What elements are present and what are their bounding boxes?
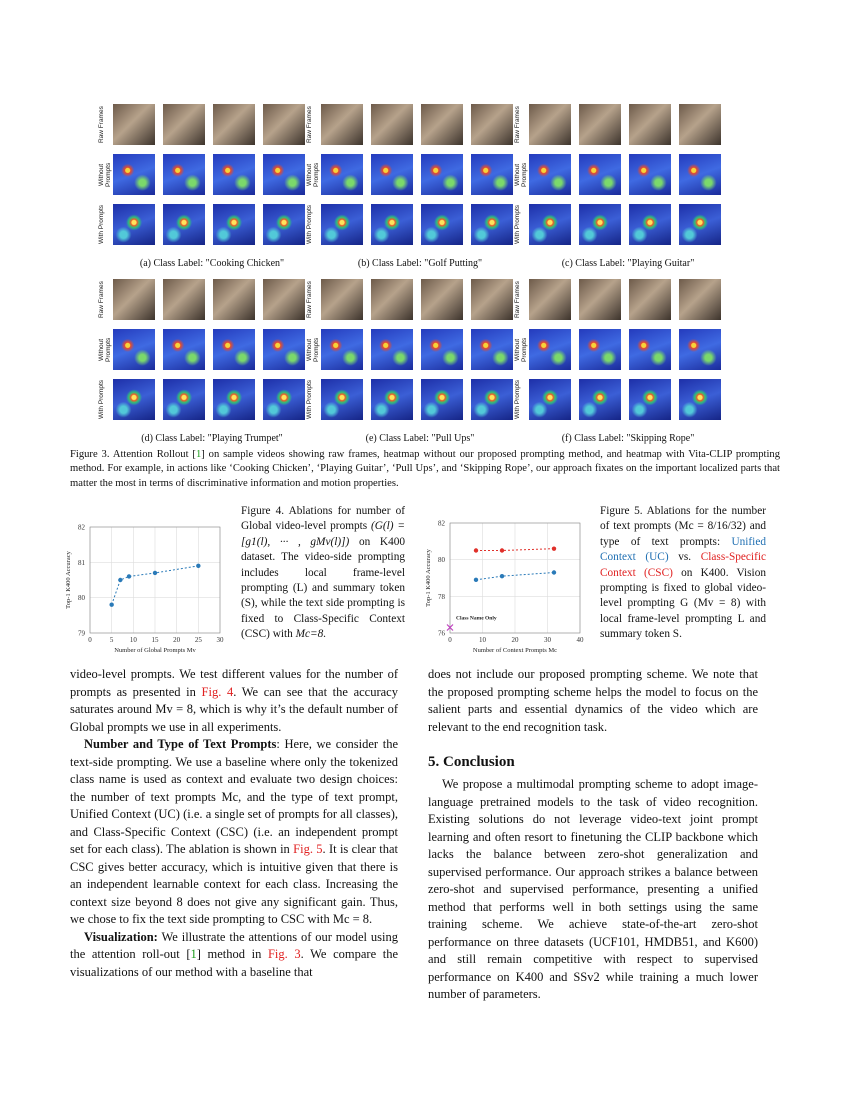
section-title: 5. Conclusion [428,754,515,770]
heatmap-image [628,203,672,246]
heatmap-image [678,203,722,246]
raw-frame-image [528,103,572,146]
x-tick-label: 15 [151,636,159,644]
heatmap-image [212,378,256,421]
y-axis-label: Top-1 K400 Accuracy [65,551,72,609]
figure-3-panel [514,278,758,453]
row-label: Without Prompts [306,162,320,187]
text: We illustrate the attentions of our model using the attention roll-out [ [70,929,398,961]
y-tick-label: 82 [438,519,445,528]
heatmap-image [528,153,572,196]
paragraph: does not include our proposed prompting scheme. We note that the proposed prompting scheme helps the model to focus on the salient parts and essential dynamics of the video which are relevant to the end recognition task. [428,667,758,734]
heatmap-image [370,378,414,421]
paragraph [70,666,398,736]
row-label: With Prompts [306,380,313,420]
heatmap-image [162,203,206,246]
raw-frame-image [470,278,514,321]
legend-csc: Class-Specific Context (CSC) [600,551,766,579]
data-point [127,574,131,578]
data-point [474,548,478,552]
heatmap-image [370,153,414,196]
row-label: With Prompts [514,205,521,245]
heatmap-image [470,153,514,196]
row-label: Without Prompts [514,337,528,362]
heatmap-image [212,153,256,196]
heatmap-image [578,203,622,246]
y-tick-label: 82 [78,523,85,532]
heatmap-image [628,328,672,371]
heatmap-image [420,153,464,196]
heatmap-image [470,378,514,421]
heatmap-image [420,203,464,246]
y-tick-label: 81 [78,558,85,567]
data-point [552,570,556,574]
raw-frame-image [678,103,722,146]
x-axis-label: Number of Context Prompts Mc [472,647,558,654]
row-label: Raw Frames [306,106,313,143]
heatmap-image [578,378,622,421]
data-point [500,548,504,552]
data-point [109,603,113,607]
raw-frame-image [420,103,464,146]
figure-link[interactable]: Fig. 3 [267,947,301,961]
raw-frame-image [162,103,206,146]
raw-frame-image [420,278,464,321]
heatmap-image [370,328,414,371]
y-tick-label: 80 [438,556,445,565]
x-tick-label: 0 [88,636,92,644]
y-tick-label: 79 [78,629,85,638]
right-column-top [428,666,758,736]
x-tick-label: 10 [479,636,486,644]
row-label: Without Prompts [98,162,112,187]
heatmap-image [212,203,256,246]
paragraph [70,929,398,982]
heatmap-image [528,203,572,246]
x-axis-label: Number of Global Prompts Mv [114,647,196,654]
row-label: With Prompts [306,205,313,245]
y-tick-label: 76 [438,629,445,638]
heatmap-image [112,328,156,371]
caption-text: on K400 dataset. The video-side prompting includes local frame-level prompting (L) and summary token (S), while the text side prompting is fixed to Class-Specific Context (CSC) with [241,535,406,641]
citation-link[interactable]: 1 [190,947,197,961]
row-label: Raw Frames [514,106,521,143]
heatmap-image [678,328,722,371]
text: ] method in [196,947,268,961]
raw-frame-image [262,103,306,146]
paragraph-heading: Number and Type of Text Prompts [84,737,277,751]
heatmap-image [628,153,672,196]
raw-frame-image [370,103,414,146]
figure-3-caption [70,448,780,491]
row-label: Raw Frames [98,106,105,143]
row-label: With Prompts [98,380,105,420]
data-point [500,574,504,578]
panel-caption: (c) Class Label: "Playing Guitar" [561,258,695,269]
raw-frame-image [470,103,514,146]
caption-text: Figure 3. Attention Rollout [ [70,449,196,460]
y-axis-label: Top-1 K400 Accuracy [425,549,432,607]
heatmap-image [212,328,256,371]
figure-link[interactable]: Fig. 5 [293,842,323,856]
x-tick-label: 10 [129,636,137,644]
raw-frame-image [162,278,206,321]
heatmap-image [112,203,156,246]
row-label: Without Prompts [514,162,528,187]
heatmap-image [162,153,206,196]
row-label: Raw Frames [98,281,105,318]
raw-frame-image [370,278,414,321]
heatmap-image [678,153,722,196]
raw-frame-image [320,278,364,321]
caption-text: Figure 5. Ablations for the number of text prompts (Mc = 8/16/32) and type of text prompts: [600,505,766,548]
raw-frame-image [112,278,156,321]
text: . We can see that the accuracy saturates around Mv = 8, which is why it’s the default number of Global prompts we use in all experiments. [70,684,398,734]
heatmap-image [370,203,414,246]
data-point [474,578,478,582]
heatmap-image [112,153,156,196]
heatmap-image [262,378,306,421]
heatmap-image [420,378,464,421]
heatmap-image [528,328,572,371]
text: . It is clear that CSC gives better accuracy, which is intuitive given that there is an independent learnable context for each class. Increasing the context size beyond 8 does not give any significant gain. Thus, we chose to fix the text side prompting to CSC with Mc = 8. [70,842,398,926]
caption-text: Mc=8. [295,628,327,641]
paragraph [70,736,398,929]
data-point [552,546,556,550]
heatmap-image [528,378,572,421]
heatmap-image [678,378,722,421]
heatmap-image [470,328,514,371]
caption-equation: (G(l) = [g1(l), ··· , gMv(l)]) [241,520,405,548]
raw-frame-image [112,103,156,146]
x-tick-label: 0 [448,636,452,644]
text: . We compare the visualizations of our method with a baseline that [70,947,398,979]
row-label: With Prompts [98,205,105,245]
row-label: With Prompts [514,380,521,420]
panel-caption: (d) Class Label: "Playing Trumpet" [141,433,283,444]
x-tick-label: 20 [173,636,181,644]
heatmap-image [320,153,364,196]
heatmap-image [578,328,622,371]
heatmap-image [262,153,306,196]
row-label: Without Prompts [306,337,320,362]
citation-link[interactable]: 1 [195,449,202,460]
raw-frame-image [628,278,672,321]
figure-4-chart [60,515,230,655]
panel-caption: (f) Class Label: "Skipping Rope" [561,433,695,444]
paragraph: We propose a multimodal prompting scheme to adopt image-language pretrained models to the task of video recognition. Existing solutions do not leverage video-text joint prompt learning and often resort to finetuning the CLIP backbone which lacks the balance between zero-shot generalization and supervised performance. Our approach strikes a balance between zero-shot and supervised performance, presenting a unified method that performs well in both settings using the same training scheme. We achieve state-of-the-art zero-shot performance on three datasets (UCF101, HMDB51, and K600) and still remain competitive with respect to supervised performance on K400 and SSv2 while training a much lower number of parameters. [428,777,758,1001]
figure-5-chart [420,515,590,657]
raw-frame-image [628,103,672,146]
legend-uc: Unified Context (UC) [600,535,766,564]
y-tick-label: 78 [438,592,445,601]
raw-frame-image [528,278,572,321]
x-tick-label: 40 [576,636,584,644]
figure-4-caption [241,504,405,643]
raw-frame-image [262,278,306,321]
heatmap-image [420,328,464,371]
x-tick-label: 30 [544,636,551,644]
heatmap-image [578,153,622,196]
raw-frame-image [578,103,622,146]
row-label: Raw Frames [306,281,313,318]
raw-frame-image [212,103,256,146]
heatmap-image [470,203,514,246]
panel-caption: (a) Class Label: "Cooking Chicken" [139,258,285,269]
heatmap-image [628,378,672,421]
right-column-conclusion [428,776,758,1004]
heatmap-image [262,328,306,371]
raw-frame-image [212,278,256,321]
row-label: Raw Frames [514,281,521,318]
x-tick-label: 25 [194,636,202,644]
heatmap-image [262,203,306,246]
x-tick-label: 5 [109,636,114,644]
panel-caption: (b) Class Label: "Golf Putting" [357,258,483,269]
figure-3-panel [514,103,758,278]
caption-text: ] on sample videos showing raw frames, heatmap without our proposed prompting method, and heatmap with Vita-CLIP prompting method. For example, in actions like ‘Cooking Chicken’, ‘Playing Guitar’, ‘Pull Ups’, and ‘Skipping Rope’, our approach fixates on the important localized parts that matter the most in terms of discriminative information and motion properties. [70,449,780,489]
heatmap-image [320,378,364,421]
caption-text: Figure 4. Ablations for number of Global video-level prompts [241,505,405,533]
left-column [70,666,398,981]
figure-link[interactable]: Fig. 4 [201,684,234,699]
row-label: Without Prompts [98,337,112,362]
data-point [118,578,122,582]
data-point [153,571,157,575]
raw-frame-image [320,103,364,146]
heatmap-image [320,203,364,246]
caption-text: on K400. Vision prompting is fixed to global video-level prompting G (Mv = 8) with local frame-level prompting L and summary token S. [600,566,766,641]
y-tick-label: 80 [78,594,85,603]
raw-frame-image [678,278,722,321]
heatmap-image [162,378,206,421]
heatmap-image [320,328,364,371]
x-tick-label: 30 [216,636,224,644]
heatmap-image [112,378,156,421]
text: video-level prompts. We test different values for the number of prompts as presented in [70,667,398,699]
panel-caption: (e) Class Label: "Pull Ups" [365,433,475,444]
data-point [196,564,200,568]
figure-5-caption [600,504,766,643]
raw-frame-image [578,278,622,321]
baseline-label: Class Name Only [456,615,497,622]
text: : Here, we consider the text-side prompting. We use a baseline where only the tokenized class name is used as context and evaluate two design choices: the number of text prompts Mc, and the type of text prompt, Unified Context (UC) (i.e. a single set of prompts for all classes), and Class-Specific Context (CSC) (i.e. an independent prompt set for each class). The ablation is shown in [70,737,398,856]
caption-text: vs. [678,551,692,564]
paragraph-heading: Visualization: [84,929,158,944]
heatmap-image [162,328,206,371]
x-tick-label: 20 [511,636,519,644]
